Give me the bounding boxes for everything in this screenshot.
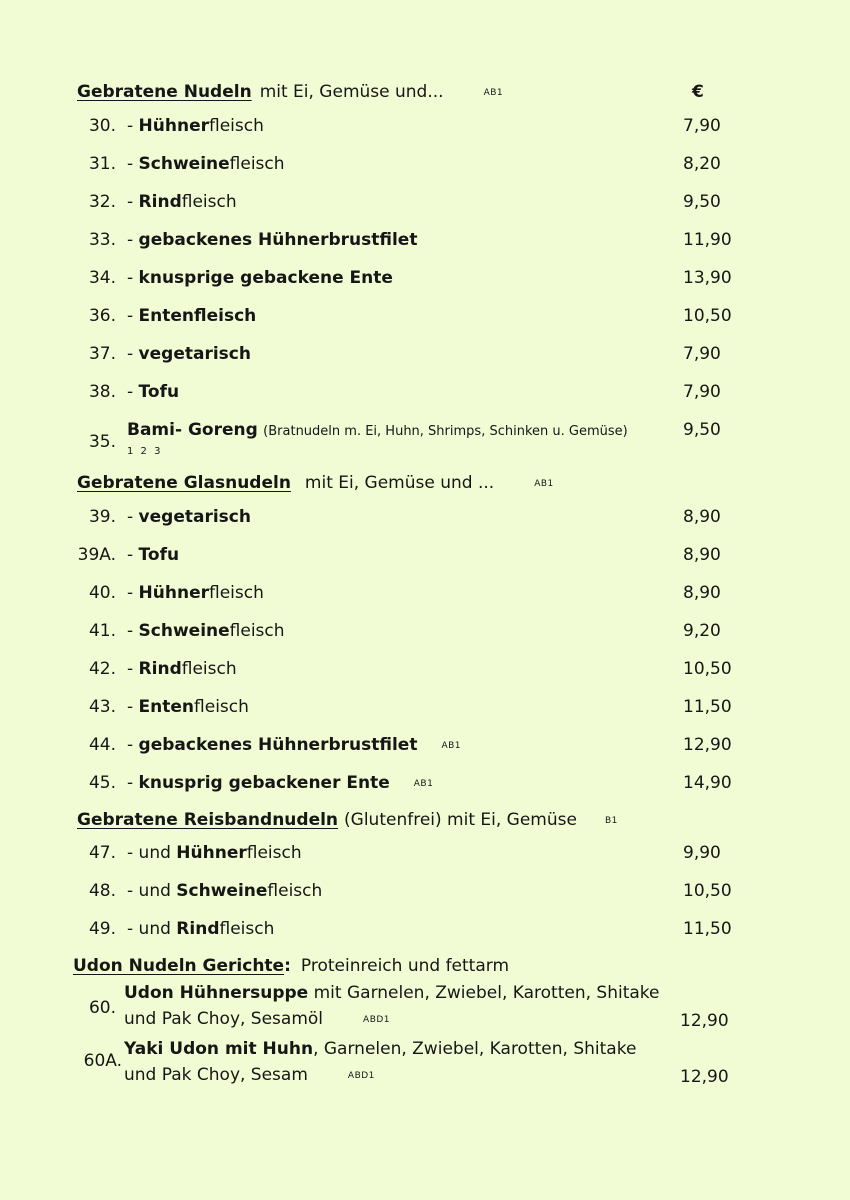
item-price: 7,90	[683, 382, 721, 402]
item-price: 10,50	[683, 881, 732, 901]
menu-item	[0, 116, 850, 140]
allergen-code: AB1	[483, 88, 504, 98]
item-name: - Tofu	[127, 382, 180, 402]
item-description: (Bratnudeln m. Ei, Huhn, Shrimps, Schinken u. Gemüse)	[263, 424, 628, 439]
item-number: 39A.	[77, 545, 116, 565]
menu-item	[0, 881, 850, 905]
item-name: - gebackenes Hühnerbrustfilet	[127, 230, 418, 250]
item-number: 37.	[88, 344, 116, 364]
item-number: 36.	[88, 306, 116, 326]
item-price: 9,20	[683, 621, 721, 641]
item-price: 10,50	[683, 306, 732, 326]
item-number: 45.	[88, 773, 116, 793]
section-subtitle: mit Ei, Gemüse und...	[259, 82, 444, 102]
item-number: 47.	[88, 843, 116, 863]
item-number: 42.	[88, 659, 116, 679]
item-number: 41.	[88, 621, 116, 641]
item-number: 40.	[88, 583, 116, 603]
section-header-gebratene-nudeln	[77, 82, 503, 102]
menu-item	[0, 919, 850, 943]
section-title: Gebratene Reisbandnudeln	[77, 810, 339, 830]
currency-symbol: €	[692, 82, 704, 102]
item-price: 11,50	[683, 697, 732, 717]
item-name: - vegetarisch	[127, 507, 251, 527]
item-price: 12,90	[680, 1011, 729, 1031]
item-price: 8,90	[683, 583, 721, 603]
item-price: 8,90	[683, 507, 721, 527]
menu-item	[0, 230, 850, 254]
item-number: 35.	[88, 432, 116, 452]
menu-item	[0, 268, 850, 292]
menu-item-bami-goreng	[0, 420, 850, 462]
item-name: - Schweinefleisch	[127, 621, 285, 641]
item-price: 9,90	[683, 843, 721, 863]
item-number: 31.	[88, 154, 116, 174]
item-price: 9,50	[683, 192, 721, 212]
menu-item	[0, 344, 850, 368]
item-number: 33.	[88, 230, 116, 250]
section-title: Udon Nudeln Gerichte	[73, 956, 285, 976]
item-price: 9,50	[683, 420, 721, 440]
menu-item	[0, 735, 850, 759]
menu-item	[0, 192, 850, 216]
item-name: - und Hühnerfleisch	[127, 843, 302, 863]
item-name: Bami- Goreng (Bratnudeln m. Ei, Huhn, Shrimps, Schinken u. Gemüse)	[127, 420, 628, 440]
allergen-code: B1	[604, 816, 618, 826]
item-name: Yaki Udon mit Huhn, Garnelen, Zwiebel, Karotten, Shitake	[124, 1039, 637, 1059]
menu-item	[0, 697, 850, 721]
item-number: 60A.	[83, 1051, 122, 1071]
item-price: 13,90	[683, 268, 732, 288]
item-number: 44.	[88, 735, 116, 755]
item-price: 10,50	[683, 659, 732, 679]
allergen-code: AB1	[441, 741, 462, 751]
item-number: 49.	[88, 919, 116, 939]
menu-item	[0, 382, 850, 406]
menu-item	[0, 843, 850, 867]
menu-item	[0, 545, 850, 569]
item-name: - und Schweinefleisch	[127, 881, 323, 901]
item-number: 48.	[88, 881, 116, 901]
item-name: - gebackenes Hühnerbrustfilet AB1	[127, 735, 462, 755]
section-subtitle: mit Ei, Gemüse und ...	[304, 473, 495, 493]
item-price: 8,20	[683, 154, 721, 174]
item-name: Udon Hühnersuppe mit Garnelen, Zwiebel, Karotten, Shitake	[124, 983, 660, 1003]
menu-item	[0, 773, 850, 797]
section-header-udon-nudeln	[73, 956, 509, 976]
item-name: - knusprige gebackene Ente	[127, 268, 393, 288]
item-name: - vegetarisch	[127, 344, 251, 364]
menu-item	[0, 659, 850, 683]
item-number: 60.	[88, 998, 116, 1018]
item-number: 39.	[88, 507, 116, 527]
item-price: 7,90	[683, 344, 721, 364]
item-price: 12,90	[680, 1067, 729, 1087]
allergen-code: AB1	[534, 479, 554, 489]
allergen-code: ABD1	[363, 1015, 391, 1025]
item-name: - Hühnerfleisch	[127, 116, 264, 136]
menu-item-udon-suppe	[0, 983, 850, 1033]
section-title: Gebratene Nudeln	[77, 82, 252, 102]
item-number: 32.	[88, 192, 116, 212]
allergen-code: ABD1	[347, 1071, 375, 1081]
menu-item	[0, 306, 850, 330]
item-price: 7,90	[683, 116, 721, 136]
section-header-gebratene-glasnudeln	[77, 473, 554, 493]
item-name: - Hühnerfleisch	[127, 583, 264, 603]
allergen-code: 1 2 3	[127, 446, 163, 457]
item-name: - Schweinefleisch	[127, 154, 285, 174]
menu-item-yaki-udon	[0, 1039, 850, 1089]
item-number: 38.	[88, 382, 116, 402]
item-name: - Entenfleisch	[127, 697, 249, 717]
section-subtitle: (Glutenfrei) mit Ei, Gemüse	[344, 810, 577, 830]
item-name: - Tofu	[127, 545, 180, 565]
allergen-code: AB1	[413, 779, 434, 789]
item-number: 34.	[88, 268, 116, 288]
menu-item	[0, 507, 850, 531]
item-description: und Pak Choy, Sesam ABD1	[124, 1065, 375, 1085]
item-price: 12,90	[683, 735, 732, 755]
item-number: 30.	[88, 116, 116, 136]
menu-item	[0, 583, 850, 607]
section-subtitle: Proteinreich und fettarm	[300, 956, 510, 976]
item-name: - Rindfleisch	[127, 192, 237, 212]
item-description: und Pak Choy, Sesamöl ABD1	[124, 1009, 391, 1029]
item-name: - knusprig gebackener Ente AB1	[127, 773, 434, 793]
item-price: 11,90	[683, 230, 732, 250]
item-price: 11,50	[683, 919, 732, 939]
section-header-gebratene-reisbandnudeln	[77, 810, 618, 830]
item-name: - Entenfleisch	[127, 306, 257, 326]
item-name: - Rindfleisch	[127, 659, 237, 679]
item-price: 8,90	[683, 545, 721, 565]
item-price: 14,90	[683, 773, 732, 793]
menu-item	[0, 621, 850, 645]
item-number: 43.	[88, 697, 116, 717]
section-colon: :	[284, 956, 291, 976]
section-title: Gebratene Glasnudeln	[77, 473, 291, 493]
menu-item	[0, 154, 850, 178]
item-name: - und Rindfleisch	[127, 919, 275, 939]
